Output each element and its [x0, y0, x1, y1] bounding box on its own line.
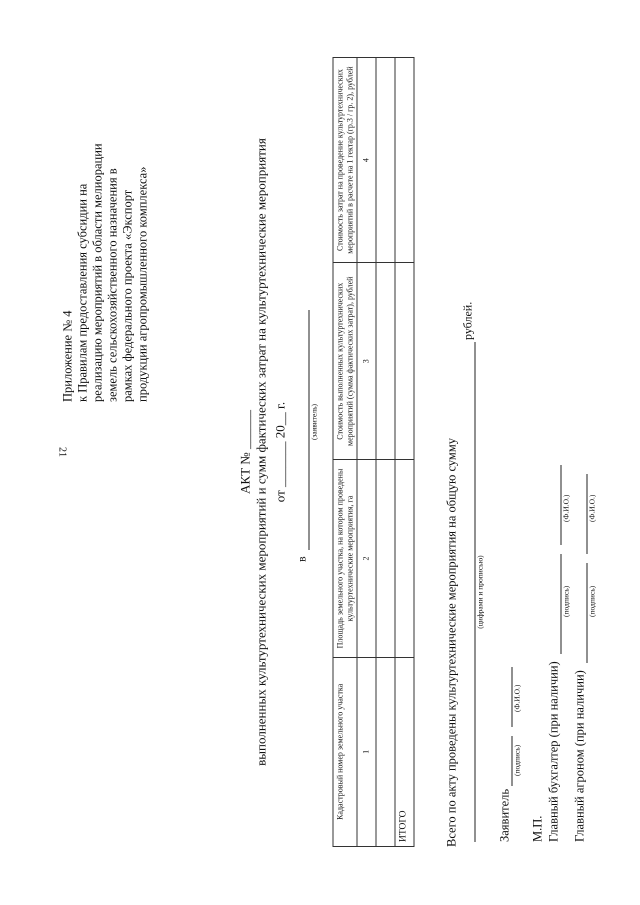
fio-caption: (Ф.И.О.)	[512, 684, 522, 712]
applicant-sign-blank	[500, 736, 513, 786]
sign-caption: (подпись)	[561, 585, 571, 617]
page-number: 21	[56, 447, 68, 457]
accountant-sign-blank	[549, 554, 562, 654]
table-cell	[376, 657, 395, 846]
applicant-label: Заявитель	[497, 788, 512, 842]
costs-table	[333, 57, 415, 847]
table-cell	[395, 263, 414, 460]
appendix-line: продукции агропромышленного комплекса»	[135, 166, 150, 402]
accountant-signature	[546, 465, 571, 842]
applicant-fio-blank	[500, 667, 513, 727]
table-cell	[376, 460, 395, 657]
applicant-blank	[297, 310, 310, 550]
fio-caption: (Ф.И.О.)	[587, 494, 597, 522]
mp-mark: М.П.	[530, 815, 545, 842]
table-cell	[395, 460, 414, 657]
column-number: 4	[357, 58, 376, 263]
fio-caption: (Ф.И.О.)	[561, 494, 571, 522]
applicant-line	[295, 302, 319, 562]
table-header: Стоимость затрат на проведение культуртехнических мероприятий в расчете на 1 гектар (гр.3 / гр. 2), рублей	[333, 58, 357, 263]
column-number: 1	[357, 657, 376, 846]
table-cell	[376, 58, 395, 263]
total-sum-blank	[463, 342, 476, 842]
currency-label: рублей.	[460, 301, 475, 340]
accountant-label: Главный бухгалтер (при наличии)	[546, 661, 561, 842]
act-subtitle: выполненных культуртехнических мероприятий и сумм фактических затрат на культуртехнические мероприятия	[253, 138, 269, 766]
total-sum-line	[461, 302, 485, 842]
appendix-line: земель сельскохозяйственного назначения в	[105, 168, 120, 402]
column-number: 2	[357, 460, 376, 657]
appendix-line: рамках федерального проекта «Экспорт	[120, 189, 135, 402]
table-cell	[395, 58, 414, 263]
act-number: АКТ № ______	[237, 410, 253, 494]
act-date: от _______ 20__ г.	[272, 401, 288, 503]
applicant-caption: (заявитель)	[309, 403, 319, 441]
table-header: Площадь земельного участка, на котором проведены культуртехнические мероприятия, га	[333, 460, 357, 657]
act-title	[238, 42, 270, 862]
appendix-line: Приложение № 4	[60, 310, 75, 402]
agronomist-fio-blank	[575, 474, 588, 554]
table-header-row	[333, 58, 357, 847]
table-row	[376, 58, 395, 847]
table-number-row	[357, 58, 376, 847]
sign-caption: (подпись)	[587, 585, 597, 617]
accountant-fio-blank	[549, 465, 562, 545]
table-header: Стоимость выполненных культуртехнических мероприятий (сумма фактических затрат), рублей	[333, 263, 357, 460]
applicant-prefix: в	[294, 556, 309, 562]
sign-caption: (подпись)	[512, 744, 522, 776]
agronomist-signature	[572, 474, 597, 842]
table-header: Кадастровый номер земельного участка	[333, 657, 357, 846]
column-number: 3	[357, 263, 376, 460]
table-cell	[376, 263, 395, 460]
table-total-row	[395, 58, 414, 847]
total-sum-text: Всего по акту проведены культуртехнические мероприятия на общую сумму	[444, 437, 459, 847]
applicant-signature	[497, 667, 522, 842]
agronomist-sign-blank	[575, 563, 588, 663]
total-sum-caption: (цифрами и прописью)	[475, 555, 485, 629]
rotated-document	[33, 42, 608, 862]
appendix-line: реализацию мероприятий в области мелиорации	[90, 143, 105, 402]
agronomist-label: Главный агроном (при наличии)	[572, 670, 587, 842]
appendix-block	[61, 62, 151, 402]
appendix-line: к Правилам предоставления субсидии на	[75, 183, 90, 402]
total-label: ИТОГО	[395, 657, 414, 846]
